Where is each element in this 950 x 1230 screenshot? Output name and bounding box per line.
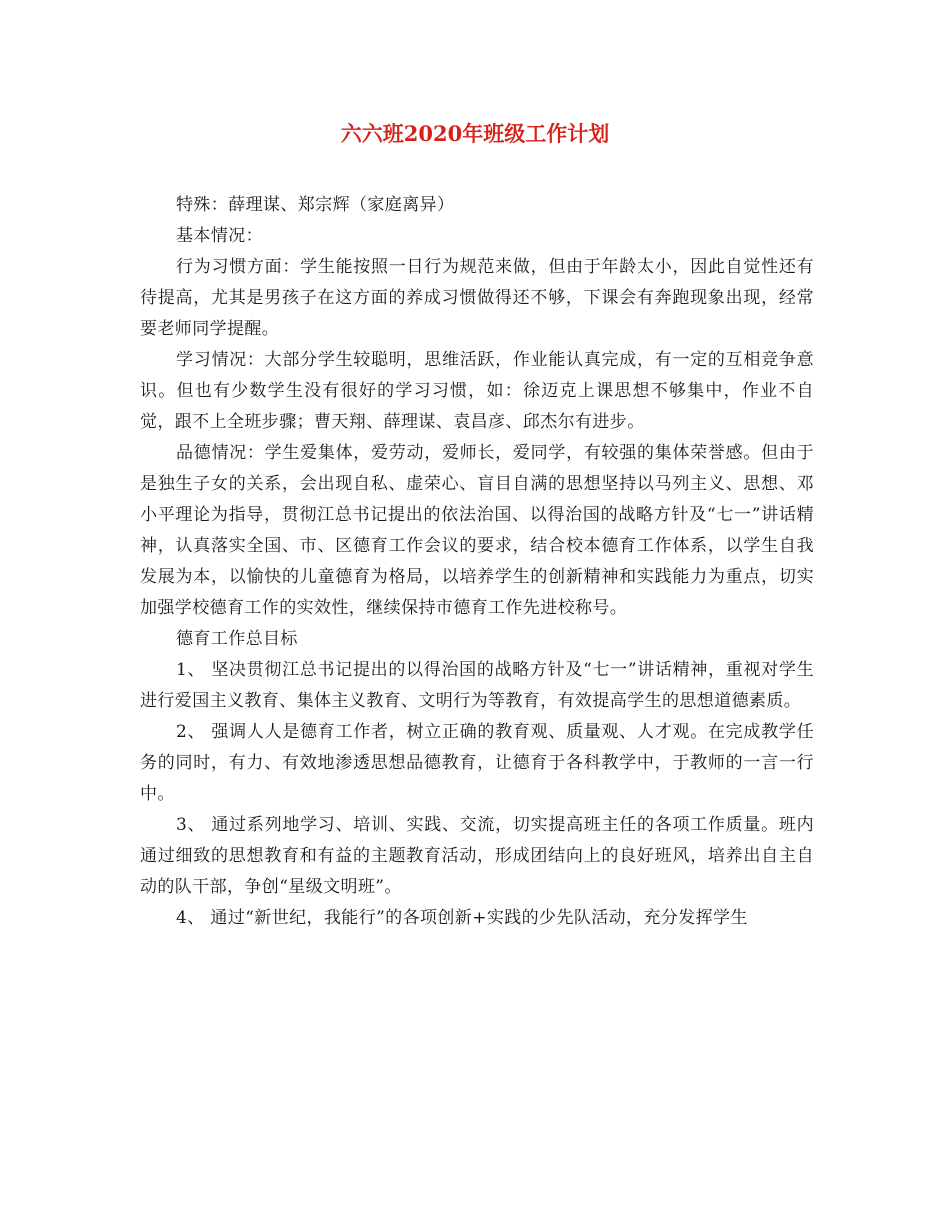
paragraph-goal-heading: 德育工作总目标 bbox=[176, 629, 298, 649]
document-body bbox=[140, 190, 814, 934]
paragraph-special: 特殊：薛理谋、郑宗辉（家庭离异） bbox=[176, 195, 455, 215]
paragraph-study: 学习情况：大部分学生较聪明，思维活跃，作业能认真完成，有一定的互相竞争意识。但也有少数学生没有很好的学习习惯，如：徐迈克上课思想不够集中，作业不自觉，跟不上全班步骤；曹天翔、薛理谋、袁昌彦、邱杰尔有进步。 bbox=[140, 350, 814, 432]
paragraph-behavior: 行为习惯方面：学生能按照一日行为规范来做，但由于年龄太小，因此自觉性还有待提高，尤其是男孩子在这方面的养成习惯做得还不够，下课会有奔跑现象出现，经常要老师同学提醒。 bbox=[140, 257, 814, 339]
paragraph-morality: 品德情况：学生爱集体，爱劳动，爱师长，爱同学，有较强的集体荣誉感。但由于是独生子女的关系，会出现自私、虚荣心、盲目自满的思想坚持以马列主义、思想、邓小平理论为指导，贯彻江总书记提出的依法治国、以得治国的战略方针及“七一”讲话精神，认真落实全国、市、区德育工作会议的要求，结合校本德育工作体系，以学生自我发展为本，以愉快的儿童德育为格局，以培养学生的创新精神和实践能力为重点，切实加强学校德育工作的实效性，继续保持市德育工作先进校称号。 bbox=[140, 443, 814, 618]
paragraph-goal-4: 4、 通过“新世纪，我能行”的各项创新+实践的少先队活动，充分发挥学生 bbox=[176, 908, 748, 928]
paragraph-basic-heading: 基本情况： bbox=[176, 226, 263, 246]
paragraph-goal-3: 3、 通过系列地学习、培训、实践、交流，切实提高班主任的各项工作质量。班内通过细致的思想教育和有益的主题教育活动，形成团结向上的良好班风，培养出自主自动的队干部，争创“星级文明班”。 bbox=[140, 815, 814, 897]
document-title: 六六班2020年班级工作计划 bbox=[340, 121, 610, 146]
paragraph-goal-2: 2、 强调人人是德育工作者，树立正确的教育观、质量观、人才观。在完成教学任务的同时，有力、有效地渗透思想品德教育，让德育于各科教学中，于教师的一言一行中。 bbox=[140, 722, 814, 804]
paragraph-goal-1: 1、 坚决贯彻江总书记提出的以得治国的战略方针及“七一”讲话精神，重视对学生进行爱国主义教育、集体主义教育、文明行为等教育，有效提高学生的思想道德素质。 bbox=[140, 660, 814, 711]
